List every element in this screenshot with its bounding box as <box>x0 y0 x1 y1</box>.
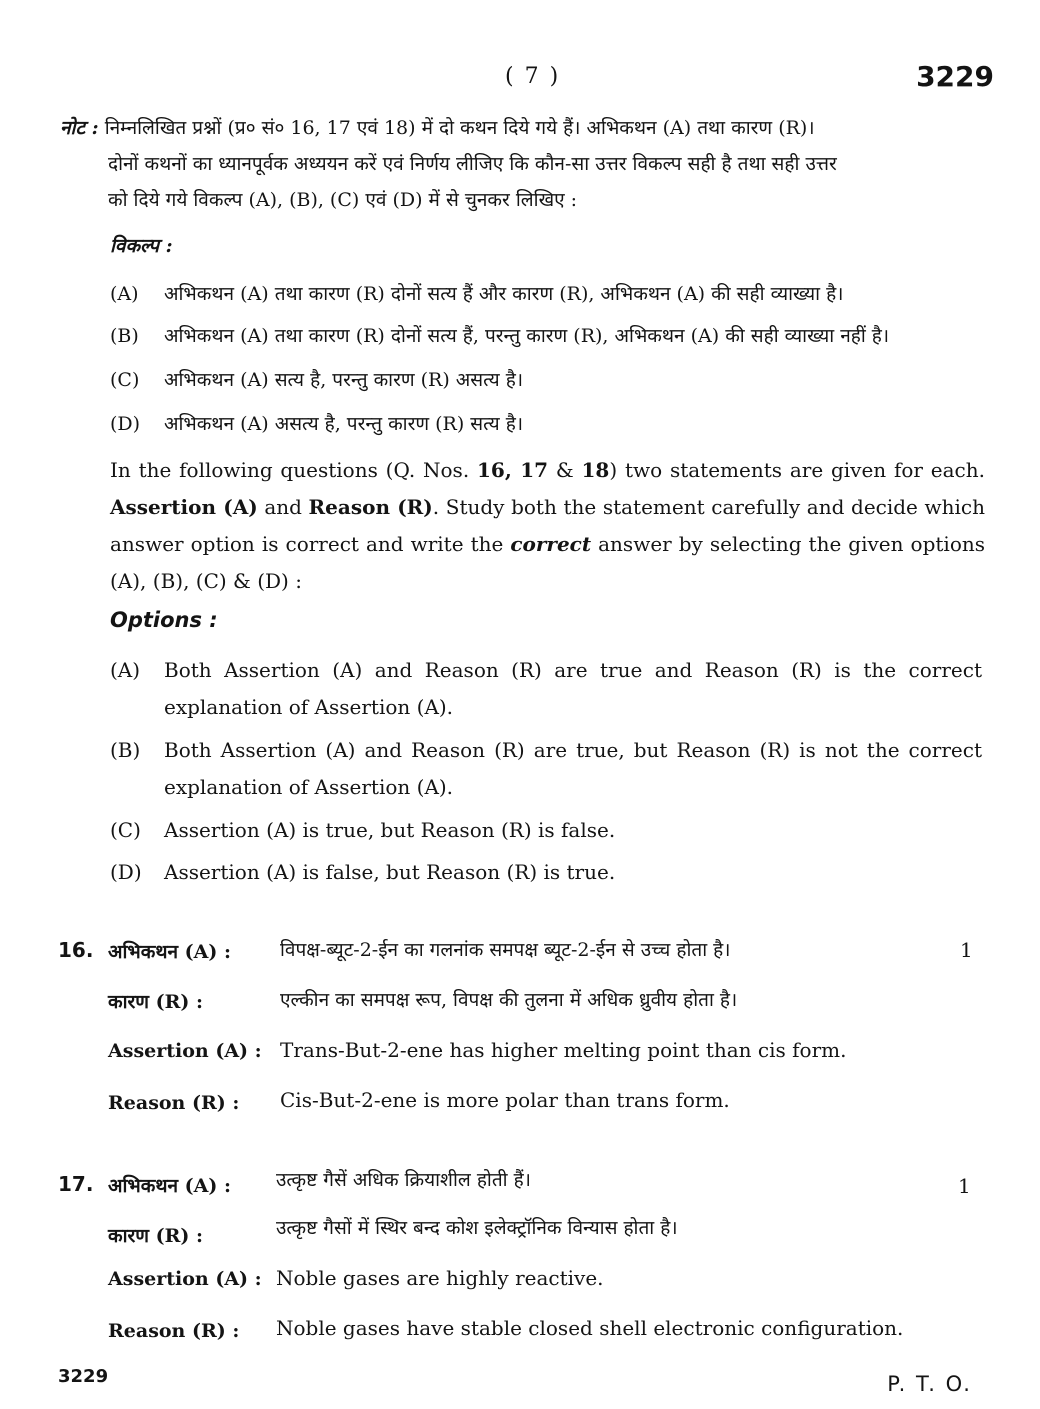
option-text: Both Assertion (A) and Reason (R) are true and Reason (R) is the correct explanation of Assertion (A). <box>164 658 982 719</box>
q17-assertion-label-en: Assertion (A) : <box>108 1268 262 1290</box>
pto-label: P. T. O. <box>887 1372 972 1396</box>
option-hindi-a <box>110 276 990 312</box>
instr-text: . Study both the statement carefully and decide which answer option is correct and write the <box>110 495 985 556</box>
q17-reason-label-en: Reason (R) : <box>108 1320 240 1342</box>
q16-marks: 1 <box>960 938 973 962</box>
note-line-3: को दिये गये विकल्प (A), (B), (C) एवं (D) में से चुनकर लिखिए : <box>108 189 578 211</box>
option-key: (C) <box>110 818 141 842</box>
paper-code-bottom: 3229 <box>58 1366 109 1387</box>
q17-reason-hi: उत्कृष्ट गैसों में स्थिर बन्द कोश इलेक्ट्रॉनिक विन्यास होता है। <box>276 1217 678 1239</box>
instr-and: and <box>264 495 302 519</box>
option-text: Assertion (A) is false, but Reason (R) is true. <box>164 860 616 884</box>
instr-text: In the following questions (Q. Nos. <box>110 458 470 482</box>
q16-reason-en: Cis-But-2-ene is more polar than trans form. <box>280 1088 730 1112</box>
option-key: (C) <box>110 369 140 391</box>
option-key: (B) <box>110 325 139 347</box>
option-hindi-c <box>110 362 990 398</box>
note-line-2: दोनों कथनों का ध्यानपूर्वक अध्ययन करें एवं निर्णय लीजिए कि कौन-सा उत्तर विकल्प सही है तथा सही उत्तर <box>108 153 837 175</box>
option-english-b <box>110 732 982 806</box>
note-hindi <box>60 110 995 218</box>
option-key: (A) <box>110 283 139 305</box>
option-english-c <box>110 812 982 849</box>
question-number: 17. <box>58 1172 94 1196</box>
q16-assertion-hi: विपक्ष-ब्यूट-2-ईन का गलनांक समपक्ष ब्यूट-2-ईन से उच्च होता है। <box>280 939 731 961</box>
note-text-1: निम्नलिखित प्रश्नों (प्र० सं० 16, 17 एवं 18) में दो कथन दिये गये हैं। अभिकथन (A) तथा कारण (R)। <box>104 117 815 139</box>
question-16 <box>58 938 93 962</box>
instr-num18: 18 <box>581 458 610 482</box>
option-english-d <box>110 854 982 891</box>
option-text: Both Assertion (A) and Reason (R) are true, but Reason (R) is not the correct explanation of Assertion (A). <box>164 738 982 799</box>
instr-reason: Reason (R) <box>308 495 433 519</box>
q16-assertion-label-en: Assertion (A) : <box>108 1040 262 1062</box>
q17-assertion-en: Noble gases are highly reactive. <box>276 1266 604 1290</box>
q16-assertion-en: Trans-But-2-ene has higher melting point than cis form. <box>280 1038 847 1062</box>
option-key: (B) <box>110 738 141 762</box>
options-label-hindi: विकल्प : <box>110 235 173 257</box>
option-english-a <box>110 652 982 726</box>
q16-assertion-label-hi: अभिकथन (A) : <box>108 941 232 963</box>
option-key: (A) <box>110 658 141 682</box>
option-text: अभिकथन (A) असत्य है, परन्तु कारण (R) सत्य है। <box>164 413 524 435</box>
option-hindi-d <box>110 406 990 442</box>
option-key: (D) <box>110 413 141 435</box>
instr-nums: 16, 17 <box>477 458 549 482</box>
note-label: नोट : <box>60 117 99 139</box>
option-text: अभिकथन (A) तथा कारण (R) दोनों सत्य हैं और कारण (R), अभिकथन (A) की सही व्याख्या है। <box>164 283 844 305</box>
instr-assertion: Assertion (A) <box>110 495 258 519</box>
instr-text: ) two statements are given for each. <box>609 458 985 482</box>
q17-assertion-hi: उत्कृष्ट गैसें अधिक क्रियाशील होती हैं। <box>276 1169 531 1191</box>
paper-code-top: 3229 <box>916 60 994 93</box>
q16-reason-label-hi: कारण (R) : <box>108 991 204 1013</box>
option-text: अभिकथन (A) सत्य है, परन्तु कारण (R) असत्य है। <box>164 369 524 391</box>
question-number: 16. <box>58 938 94 962</box>
note-line-1 <box>60 110 995 146</box>
q17-marks: 1 <box>958 1174 971 1198</box>
option-key: (D) <box>110 860 142 884</box>
instr-correct: correct <box>510 532 592 556</box>
page-number: ( 7 ) <box>505 64 561 89</box>
q17-reason-label-hi: कारण (R) : <box>108 1225 204 1247</box>
option-hindi-b <box>110 318 990 354</box>
q16-reason-hi: एल्कीन का समपक्ष रूप, विपक्ष की तुलना में अधिक ध्रुवीय होता है। <box>280 989 738 1011</box>
question-17 <box>58 1172 93 1196</box>
option-text: Assertion (A) is true, but Reason (R) is false. <box>164 818 616 842</box>
q17-reason-en: Noble gases have stable closed shell electronic configuration. <box>276 1316 904 1340</box>
options-label-english: Options : <box>110 608 218 632</box>
q16-reason-label-en: Reason (R) : <box>108 1092 240 1114</box>
option-text: अभिकथन (A) तथा कारण (R) दोनों सत्य हैं, परन्तु कारण (R), अभिकथन (A) की सही व्याख्या नहीं है। <box>164 325 890 347</box>
instr-amp: & <box>555 458 574 482</box>
q17-assertion-label-hi: अभिकथन (A) : <box>108 1175 232 1197</box>
instr-text: answer by selecting the given options (A), (B), (C) & (D) : <box>110 532 986 593</box>
instructions-english <box>110 452 985 600</box>
